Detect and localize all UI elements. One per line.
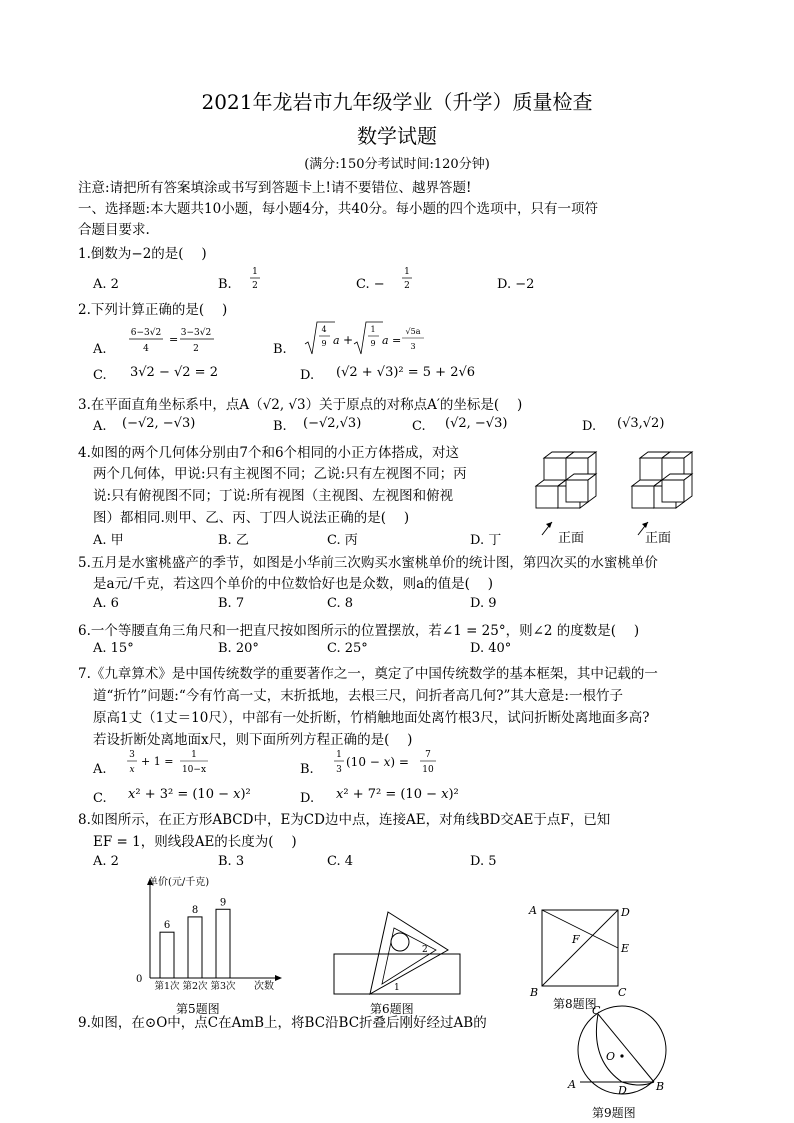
svg-text:+ 1 =: + 1 =	[141, 755, 174, 768]
fig5-ylabel: 单价(元/千克)	[148, 877, 210, 888]
section-intro-2: 合题目要求.	[78, 222, 150, 238]
q4-line-4: 图）都相同.则甲、乙、丙、丁四人说法正确的是( )	[93, 510, 410, 526]
svg-text:a: a	[382, 334, 389, 347]
q4-option-c: C. 丙	[327, 533, 358, 548]
fig8-caption: 第8题图	[553, 997, 597, 1011]
q2-option-d: D.	[300, 368, 315, 383]
fig8-label-f: F	[572, 933, 580, 946]
svg-text:4: 4	[143, 344, 149, 354]
q4-option-b: B. 乙	[218, 533, 249, 548]
svg-text:x² + 3² = (10 − x)²: x² + 3² = (10 − x)²	[128, 787, 251, 802]
q7-line-3: 原高1丈（1丈＝10尺），中部有一处折断，竹梢触地面处离竹根3尺，试问折断处离地面多高?	[93, 710, 650, 726]
q8-line-1: 8.如图所示，在正方形ABCD中，E为CD边中点，连接AE，对角线BD交AE于点F，已知	[78, 812, 611, 828]
svg-text:1: 1	[404, 267, 410, 277]
svg-text:x² + 7² = (10 − x)²: x² + 7² = (10 − x)²	[336, 787, 459, 802]
q4-line-1: 4.如图的两个几何体分别由7个和6个相同的小正方体搭成，对这	[78, 445, 460, 461]
svg-text:+: +	[343, 333, 354, 347]
fraction-half	[248, 264, 262, 292]
q2-stem: 2.下列计算正确的是( )	[78, 302, 228, 318]
svg-text:1: 1	[191, 750, 197, 760]
q6-option-b: B. 20°	[218, 641, 259, 656]
svg-text:2: 2	[252, 281, 258, 291]
notice: 注意:请把所有答案填涂或书写到答题卡上!请不要错位、越界答题!	[78, 180, 472, 196]
svg-text:3−3√2: 3−3√2	[180, 328, 212, 338]
fig8-square	[526, 900, 636, 1000]
fig8	[526, 900, 636, 1004]
q1-option-a: A. 2	[93, 277, 119, 292]
q4-line-2: 两个几何体，甲说:只有主视图不同；乙说:只有左视图不同；丙	[93, 466, 467, 482]
category-label: 第1次	[154, 981, 180, 992]
chord-bc	[598, 1014, 654, 1082]
q4-option-d: D. 丁	[470, 533, 502, 548]
q8-option-b: B. 3	[218, 854, 245, 869]
q1-option-c: C. −	[356, 277, 385, 292]
fig8-label-e: E	[621, 942, 630, 955]
svg-text:1: 1	[370, 325, 376, 334]
q3-option-d: D.	[582, 419, 597, 434]
fig5-xunit: 次数	[254, 981, 274, 992]
q2-option-b-math	[303, 318, 433, 364]
q3-option-c-math: (√2, −√3)	[445, 416, 508, 431]
svg-text:(√2 + √3)² = 5 + 2√6: (√2 + √3)² = 5 + 2√6	[336, 365, 476, 380]
q8-option-d: D. 5	[470, 854, 497, 869]
fig6-angle-2: 2	[422, 945, 428, 955]
q3-option-b: B.	[273, 419, 287, 434]
bar-value-label: 9	[219, 897, 227, 909]
fig5-bar-chart	[128, 870, 288, 1020]
svg-text:1: 1	[252, 267, 258, 277]
q7-option-c-math	[128, 783, 268, 809]
q8-option-a: A. 2	[93, 854, 119, 869]
q5-option-c: C. 8	[327, 596, 354, 611]
svg-text:2: 2	[404, 281, 410, 291]
q4-front-label-right: 正面	[645, 531, 672, 546]
bar-3	[216, 909, 230, 978]
category-label: 第3次	[210, 981, 236, 992]
q3-option-a-math: (−√2, −√3)	[122, 416, 196, 431]
q7-option-b: B.	[300, 762, 314, 777]
q1-option-b-frac	[248, 264, 262, 296]
q4-front-label-left: 正面	[558, 531, 585, 546]
bar-1	[160, 932, 174, 978]
q6-stem: 6.一个等腰直角三角尺和一把直尺按如图所示的位置摆放，若∠1 = 25°，则∠2 的度数是( )	[78, 623, 640, 639]
svg-text:7: 7	[425, 750, 431, 760]
q5-line-1: 5.五月是水蜜桃盛产的季节，如图是小华前三次购买水蜜桃单价的统计图，第四次买的水蜜桃单价	[78, 555, 658, 571]
q7-option-a-math	[126, 746, 216, 784]
fig9-label-a: A	[568, 1078, 576, 1091]
svg-text:3: 3	[336, 765, 342, 775]
svg-text:3: 3	[410, 342, 416, 351]
svg-text:(10 − x) =: (10 − x) =	[346, 755, 409, 769]
score-line: (满分:150分考试时间:120分钟)	[304, 157, 490, 172]
q9-stem: 9.如图，在⊙O中，点C在AmB上，将BC沿BC折叠后刚好经过AB的	[78, 1015, 487, 1031]
segment-ae	[542, 910, 618, 948]
fig5-caption: 第5题图	[176, 1002, 220, 1016]
svg-text:3: 3	[129, 750, 135, 760]
svg-text:x: x	[129, 765, 135, 775]
fig6-angle-1: 1	[394, 983, 400, 993]
svg-text:=: =	[169, 333, 179, 346]
q5-line-2: 是a元/千克，若这四个单价的中位数恰好也是众数，则a的值是( )	[93, 576, 493, 592]
bar-value-label: 6	[163, 920, 171, 932]
q7-line-2: 道“折竹”问题:“今有竹高一丈，末折抵地，去根三尺，问折者高几何?”其大意是:一根竹子	[93, 688, 623, 704]
fig6-ruler-triangle	[330, 910, 465, 1000]
fig8-label-a: A	[529, 904, 537, 917]
triangle-hole	[391, 933, 409, 951]
q7-option-d-math	[336, 783, 476, 809]
center-o	[620, 1054, 623, 1057]
q2-option-c: C.	[93, 368, 107, 383]
q1-stem: 1.倒数为−2的是( )	[78, 246, 207, 262]
svg-text:3√2 − √2 = 2: 3√2 − √2 = 2	[130, 365, 218, 380]
diagonal-bd	[542, 910, 618, 986]
q8-option-c: C. 4	[327, 854, 354, 869]
q4-option-a: A. 甲	[93, 533, 124, 548]
fig9	[560, 1002, 680, 1111]
q1-option-b: B.	[218, 277, 232, 292]
svg-text:a: a	[333, 334, 340, 347]
q2-option-b: B.	[273, 342, 287, 357]
q3-option-d-math: (√3,√2)	[617, 416, 665, 431]
q3-option-b-math: (−√2,√3)	[303, 416, 362, 431]
q5-option-a: A. 6	[93, 596, 119, 611]
svg-text:4: 4	[321, 325, 327, 334]
svg-text:√5a: √5a	[405, 327, 421, 336]
fig9-label-d: D	[618, 1084, 627, 1097]
category-label: 第2次	[182, 981, 208, 992]
svg-text:1: 1	[336, 750, 342, 760]
fig9-circle	[560, 1002, 680, 1107]
fig8-label-c: C	[618, 986, 627, 999]
q7-line-4: 若设折断处离地面x尺，则下面所列方程正确的是( )	[93, 732, 413, 748]
page-title: 2021年龙岩市九年级学业（升学）质量检查	[201, 90, 593, 114]
svg-text:10−x: 10−x	[181, 765, 207, 775]
q7-option-a: A.	[93, 762, 107, 777]
svg-text:9: 9	[370, 339, 376, 348]
q6-option-c: C. 25°	[327, 641, 368, 656]
bar-2	[188, 917, 202, 978]
fig6-caption: 第6题图	[370, 1002, 414, 1016]
q2-option-c-math	[130, 362, 230, 386]
q7-line-1: 7.《九章算术》是中国传统数学的重要著作之一，奠定了中国传统数学的基本框架，其中记载的一	[78, 666, 658, 682]
svg-text:=: =	[392, 334, 402, 347]
q5-option-d: D. 9	[470, 596, 497, 611]
q6-option-a: A. 15°	[93, 641, 134, 656]
q3-option-c: C.	[412, 419, 426, 434]
q2-option-a: A.	[93, 342, 107, 357]
q3-option-a: A.	[93, 419, 107, 434]
svg-text:6−3√2: 6−3√2	[130, 328, 162, 338]
q7-option-d: D.	[300, 791, 315, 806]
q2-option-d-math	[336, 362, 516, 386]
q5-option-b: B. 7	[218, 596, 245, 611]
q1-option-d: D. −2	[497, 277, 535, 292]
q3-stem: 3.在平面直角坐标系中，点A（√2, √3）关于原点的对称点A′的坐标是( )	[78, 397, 523, 413]
q2-option-a-math	[126, 322, 226, 362]
fig9-caption: 第9题图	[592, 1106, 636, 1120]
svg-text:10: 10	[422, 765, 434, 775]
fraction-half	[400, 264, 414, 292]
fig9-label-c: C	[592, 1004, 601, 1017]
fig8-label-b: B	[530, 986, 539, 999]
q1-option-c-frac	[400, 264, 414, 296]
q6-option-d: D. 40°	[470, 641, 512, 656]
section-intro-1: 一、选择题:本大题共10小题，每小题4分，共40分。每小题的四个选项中，只有一项符	[78, 201, 598, 217]
fig9-label-o: O	[606, 1050, 616, 1063]
svg-text:9: 9	[321, 339, 327, 348]
fig9-label-b: B	[656, 1080, 665, 1093]
fig8-label-d: D	[621, 906, 630, 919]
x-axis-arrow	[275, 975, 282, 981]
q7-option-c: C.	[93, 791, 107, 806]
svg-text:2: 2	[193, 344, 199, 354]
page-subtitle: 数学试题	[357, 124, 437, 148]
fig6	[330, 910, 465, 1004]
bar-value-label: 8	[191, 904, 199, 916]
q8-line-2: EF = 1，则线段AE的长度为( )	[93, 834, 297, 850]
q4-line-3: 说:只有俯视图不同；丁说:所有视图（主视图、左视图和俯视	[93, 488, 454, 504]
fig5-origin: 0	[136, 974, 143, 985]
q7-option-b-math	[333, 746, 443, 784]
